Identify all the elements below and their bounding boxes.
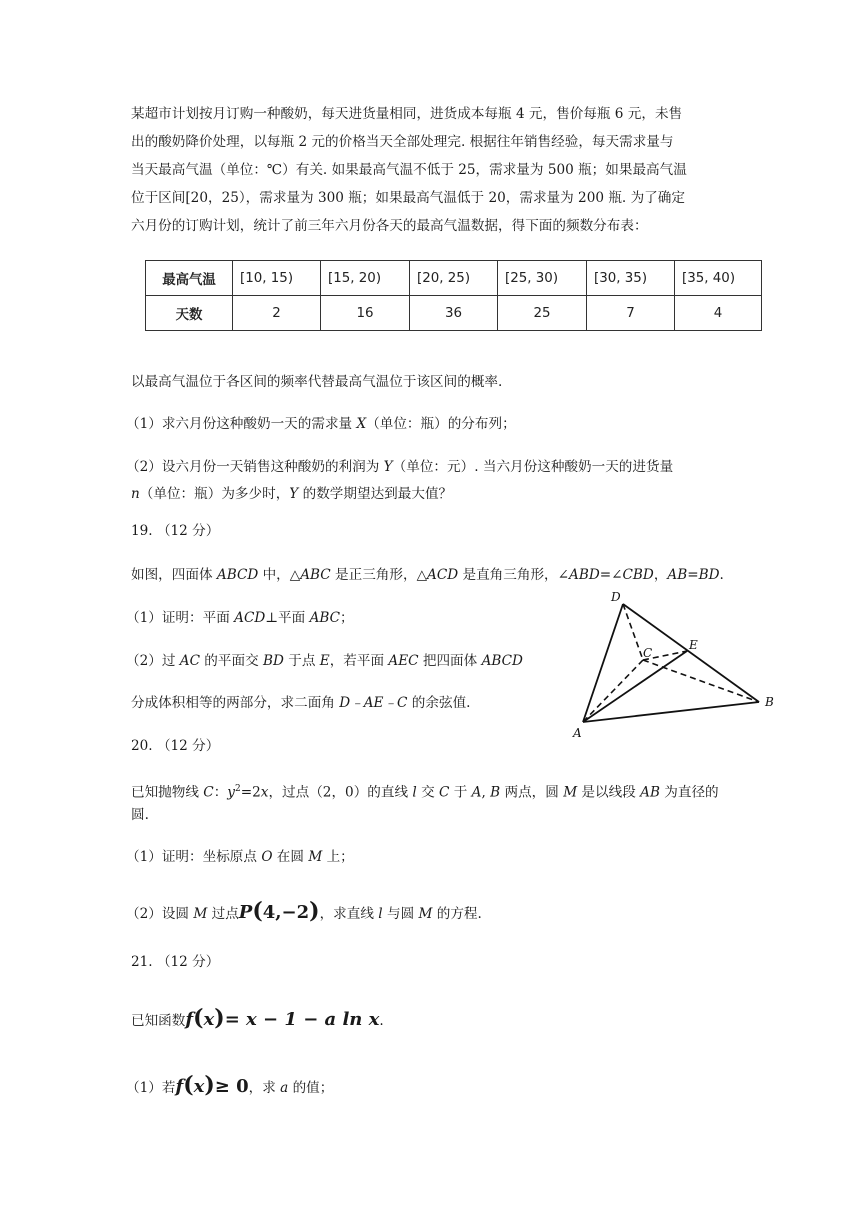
edge-dc xyxy=(623,604,643,660)
table-header-days: 天数 xyxy=(146,296,233,331)
label-b: B xyxy=(765,695,774,709)
table-cell-range: [35, 40) xyxy=(675,261,762,296)
q20-part-1: （1）证明：坐标原点 O 在圆 M 上； xyxy=(126,849,354,865)
intro-line-4: 位于区间[20，25），需求量为 300 瓶；如果最高气温低于 20，需求量为 200 瓶. 为了确定 xyxy=(131,190,685,206)
label-e: E xyxy=(689,638,698,652)
q21-header: 21. （12 分） xyxy=(131,954,220,970)
label-d: D xyxy=(611,590,621,604)
frequency-table xyxy=(145,260,762,331)
table-header-temp: 最高气温 xyxy=(146,261,233,296)
table-cell-days: 7 xyxy=(587,296,675,331)
edge-cb xyxy=(643,660,759,702)
intro-line-2: 出的酸奶降价处理，以每瓶 2 元的价格当天全部处理完. 根据往年销售经验，每天需求量与 xyxy=(131,134,674,150)
q20-statement-line-1: 已知抛物线 C：$y^2=2x$，过点（2，0）的直线 l 交 C 于 A, B 两点，圆 M 是以线段 AB 为直径的 xyxy=(131,784,719,801)
q18-part-2-line-2: n（单位：瓶）为多少时，Y 的数学期望达到最大值？ xyxy=(131,486,453,502)
table-cell-days: 2 xyxy=(233,296,321,331)
table-cell-days: 25 xyxy=(498,296,587,331)
q19-part-1: （1）证明：平面 ACD⊥平面 ABC； xyxy=(126,610,354,626)
intro-line-5: 六月份的订购计划，统计了前三年六月份各天的最高气温数据，得下面的频数分布表： xyxy=(131,218,648,234)
label-c: C xyxy=(643,646,653,660)
table-cell-range: [10, 15) xyxy=(233,261,321,296)
table-cell-range: [15, 20) xyxy=(321,261,410,296)
q20-part-2: （2）设圆 M 过点P(4,−2)，求直线 l 与圆 M 的方程. xyxy=(126,898,482,924)
table-cell-range: [25, 30) xyxy=(498,261,587,296)
table-cell-range: [20, 25) xyxy=(410,261,498,296)
q18-part-1: （1）求六月份这种酸奶一天的需求量 X（单位：瓶）的分布列； xyxy=(126,416,516,432)
intro-line-1: 某超市计划按月订购一种酸奶，每天进货量相同，进货成本每瓶 4 元，售价每瓶 6 元，未售 xyxy=(131,106,683,122)
q19-part-2-line-2: 分成体积相等的两部分，求二面角 D﹣AE﹣C 的余弦值. xyxy=(131,695,471,711)
q19-header: 19. （12 分） xyxy=(131,523,220,539)
tetrahedron-figure xyxy=(565,585,785,745)
q21-statement: 已知函数f(x)= x − 1 − a ln x. xyxy=(131,1005,384,1031)
q20-statement-line-2: 圆. xyxy=(131,807,149,823)
edge-ca xyxy=(583,660,643,722)
intro-line-3: 当天最高气温（单位：℃）有关. 如果最高气温不低于 25，需求量为 500 瓶；如果最高气温 xyxy=(131,162,687,178)
table-cell-days: 36 xyxy=(410,296,498,331)
table-row xyxy=(146,296,762,331)
q18-note: 以最高气温位于各区间的频率代替最高气温位于该区间的概率. xyxy=(131,374,503,390)
label-a: A xyxy=(573,726,582,740)
table-cell-range: [30, 35) xyxy=(587,261,675,296)
q19-statement: 如图，四面体 ABCD 中，△ABC 是正三角形，△ACD 是直角三角形，∠ABD=∠CBD，AB=BD. xyxy=(131,567,724,583)
q20-header: 20. （12 分） xyxy=(131,738,220,754)
table-row xyxy=(146,261,762,296)
edge-da xyxy=(583,604,623,722)
q18-part-2-line-1: （2）设六月份一天销售这种酸奶的利润为 Y（单位：元）. 当六月份这种酸奶一天的进货量 xyxy=(126,459,674,475)
q19-part-2-line-1: （2）过 AC 的平面交 BD 于点 E，若平面 AEC 把四面体 ABCD xyxy=(126,653,523,669)
table-cell-days: 16 xyxy=(321,296,410,331)
q21-part-1: （1）若f(x)≥ 0，求 a 的值； xyxy=(126,1072,334,1098)
table-cell-days: 4 xyxy=(675,296,762,331)
